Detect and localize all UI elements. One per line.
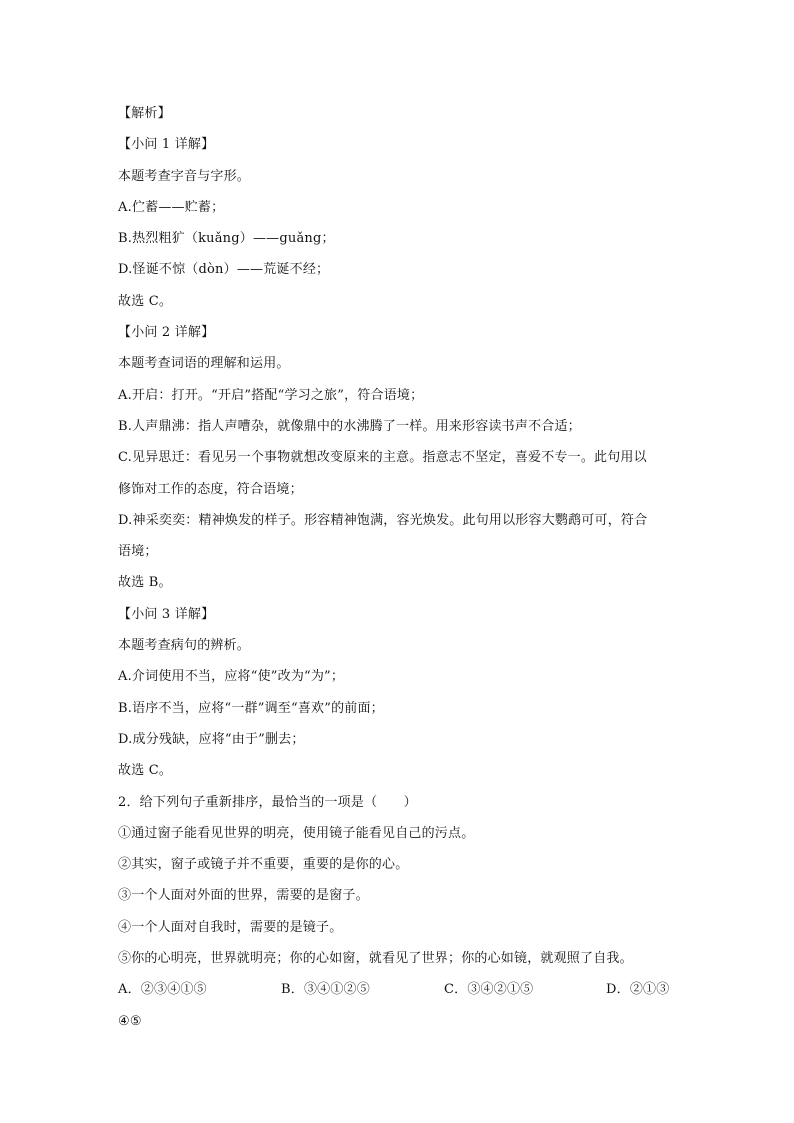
sentence-item: ①通过窗子能看见世界的明亮，使用镜子能看见自己的污点。	[118, 825, 475, 841]
question-2-stem: 2．给下列句子重新排序，最恰当的一项是（ ）	[118, 794, 417, 810]
sentence-item: ②其实，窗子或镜子并不重要，重要的是你的心。	[118, 857, 409, 873]
option-d: D．②①③	[606, 982, 670, 998]
section-heading-analysis: 【解析】	[118, 106, 171, 121]
paragraph: B.语序不当，应将“一群”调至“喜欢”的前面；	[118, 700, 384, 716]
option-b: B．③④①②⑤	[281, 982, 370, 998]
sub-question-2-heading: 【小问 2 详解】	[118, 325, 215, 341]
paragraph: D.怪诞不惊（dòn）——荒诞不经；	[118, 262, 330, 278]
paragraph: 本题考查字音与字形。	[118, 168, 251, 184]
paragraph: A.介词使用不当，应将“使”改为“为”；	[118, 669, 345, 685]
option-a: A．②③④①⑤	[118, 982, 207, 998]
sentence-item: ⑤你的心明亮，世界就明亮；你的心如窗，就看见了世界；你的心如镜，就观照了自我。	[118, 951, 633, 967]
paragraph: 本题考查词语的理解和运用。	[118, 356, 290, 372]
sentence-item: ③一个人面对外面的世界，需要的是窗子。	[118, 888, 369, 904]
answer-line: 故选 C。	[118, 763, 173, 779]
paragraph: A.开启：打开。“开启”搭配“学习之旅”，符合语境；	[118, 387, 424, 403]
paragraph: 本题考查病句的辨析。	[118, 638, 251, 654]
paragraph: D.神采奕奕：精神焕发的样子。形容精神饱满，容光焕发。此句用以形容大鹦鹉可可，符合	[118, 512, 648, 528]
paragraph: B.热烈粗犷（kuǎng）——guǎng；	[118, 231, 335, 247]
paragraph: 修饰对工作的态度，符合语境；	[118, 481, 303, 497]
answer-line: 故选 C。	[118, 293, 173, 309]
paragraph: C.见异思迁：看见另一个事物就想改变原来的主意。指意志不坚定，喜爱不专一。此句用以	[118, 450, 647, 466]
sentence-item: ④一个人面对自我时，需要的是镜子。	[118, 919, 343, 935]
option-d-continuation: ④⑤	[118, 1013, 142, 1029]
sub-question-1-heading: 【小问 1 详解】	[118, 137, 215, 153]
paragraph: A.伫蓄——贮蓄；	[118, 199, 225, 215]
answer-options	[118, 974, 684, 1005]
paragraph: D.成分残缺，应将“由于”删去；	[118, 731, 305, 747]
paragraph: 语境；	[118, 544, 158, 560]
answer-line: 故选 B。	[118, 575, 172, 591]
sub-question-3-heading: 【小问 3 详解】	[118, 606, 215, 622]
paragraph: B.人声鼎沸：指人声嘈杂，就像鼎中的水沸腾了一样。用来形容读书声不合适；	[118, 418, 581, 434]
option-c: C．③④②①⑤	[444, 982, 534, 998]
document-page	[118, 98, 684, 1037]
